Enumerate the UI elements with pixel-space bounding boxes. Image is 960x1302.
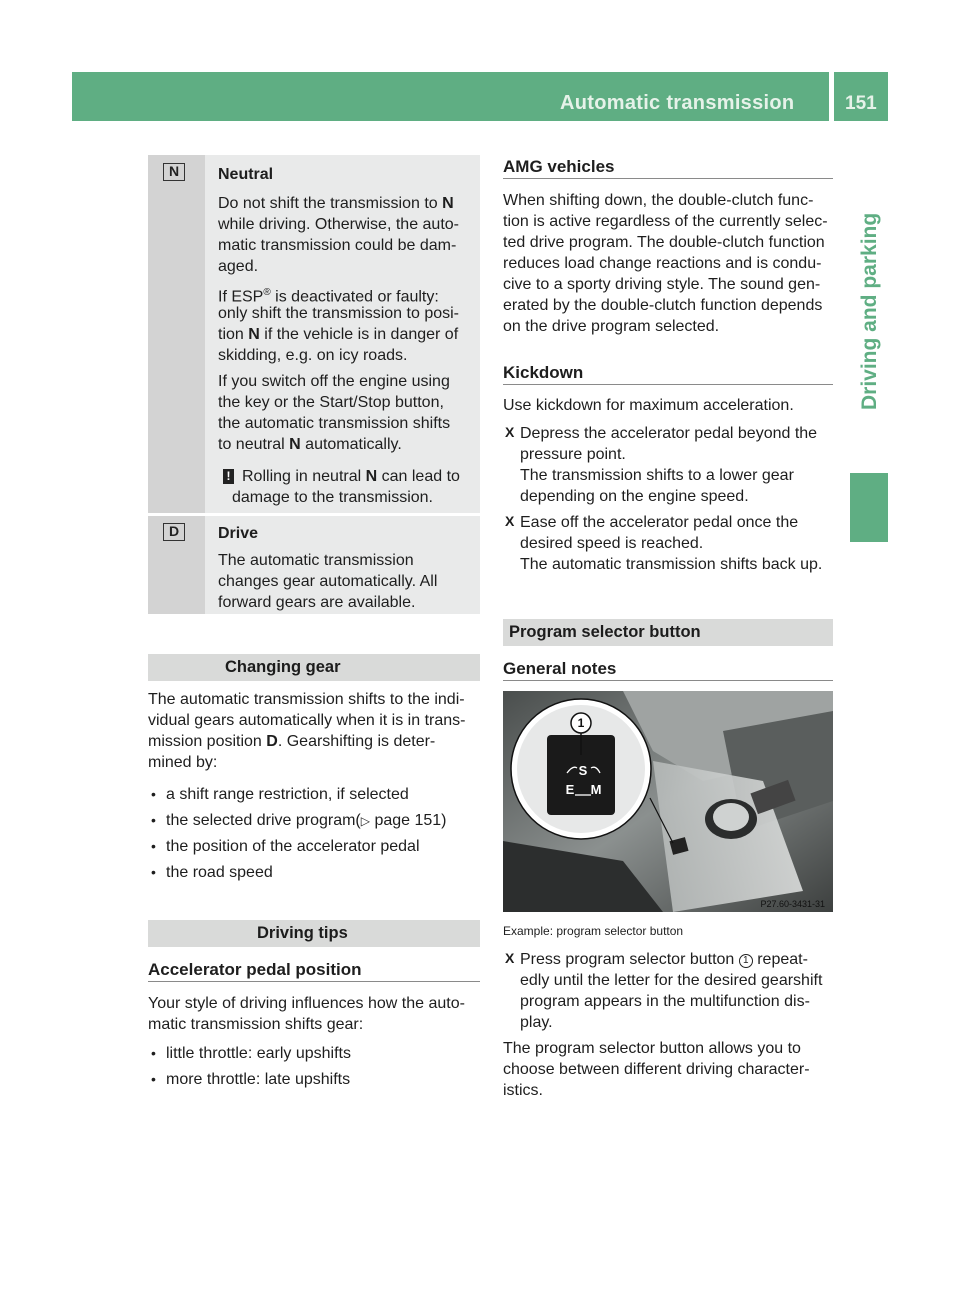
- list-item: the selected drive program(▷ page 151): [166, 812, 447, 829]
- image-code: P27.60-3431-31: [760, 899, 825, 909]
- button-label-m: M: [590, 782, 602, 797]
- step-text: play.: [520, 1014, 553, 1031]
- neutral-text: the automatic transmission shifts: [218, 415, 451, 432]
- program-selector-heading: Program selector button: [503, 619, 833, 646]
- step-text: Depress the accelerator pedal beyond the: [520, 425, 818, 442]
- body-text: on the drive program selected.: [503, 318, 720, 335]
- callout-1: 1: [577, 716, 585, 730]
- page-ref-arrow-icon: ▷: [360, 814, 370, 828]
- step-text: The automatic transmission shifts back up.: [520, 556, 823, 573]
- driving-tips-heading: Driving tips: [148, 920, 480, 947]
- warning-icon: !: [223, 469, 234, 484]
- body-text: The automatic transmission shifts to the indi-: [148, 691, 465, 708]
- list-item: the position of the accelerator pedal: [166, 838, 420, 855]
- body-text: erated by the double-clutch function depends: [503, 297, 823, 314]
- warning-text: damage to the transmission.: [232, 489, 433, 506]
- bullet: •: [151, 864, 156, 880]
- page-reference-link[interactable]: page 151): [370, 812, 447, 829]
- drive-text: The automatic transmission: [218, 552, 414, 569]
- body-text: Use kickdown for maximum acceleration.: [503, 397, 794, 414]
- neutral-text: skidding, e.g. on icy roads.: [218, 347, 408, 364]
- neutral-text: only shift the transmission to posi-: [218, 305, 459, 322]
- program-selector-photo: [503, 691, 833, 912]
- gear-d-icon: D: [163, 523, 185, 541]
- neutral-text: while driving. Otherwise, the auto-: [218, 216, 459, 233]
- neutral-text: matic transmission could be dam-: [218, 237, 457, 254]
- drive-title: Drive: [218, 525, 259, 542]
- neutral-text: Do not shift the transmission to N: [218, 195, 454, 212]
- body-text: matic transmission shifts gear:: [148, 1016, 364, 1033]
- body-text: When shifting down, the double-clutch func-: [503, 192, 814, 209]
- body-text: istics.: [503, 1082, 543, 1099]
- side-chapter-tab: [850, 473, 888, 542]
- step-text: Press program selector button 1 repeat-: [520, 951, 808, 968]
- body-text: choose between different driving character-: [503, 1061, 810, 1078]
- page-title: Automatic transmission: [560, 92, 795, 114]
- neutral-text: aged.: [218, 258, 259, 275]
- body-text: mined by:: [148, 754, 218, 771]
- divider: [148, 981, 480, 982]
- general-notes-subheading: General notes: [503, 659, 617, 678]
- body-text: reduces load change reactions and is condu-: [503, 255, 822, 272]
- neutral-text: tion N if the vehicle is in danger of: [218, 326, 459, 343]
- body-text: ted drive program. The double-clutch function: [503, 234, 825, 251]
- list-item: a shift range restriction, if selected: [166, 786, 409, 803]
- body-text: tion is active regardless of the currently selec-: [503, 213, 828, 230]
- body-text: vidual gears automatically when it is in trans-: [148, 712, 466, 729]
- step-text: program appears in the multifunction dis-: [520, 993, 810, 1010]
- divider: [503, 384, 833, 385]
- bullet: •: [151, 1071, 156, 1087]
- photo-caption: Example: program selector button: [503, 924, 684, 938]
- step-text: edly until the letter for the desired gearshift: [520, 972, 823, 989]
- callout-1-icon: 1: [739, 954, 753, 968]
- drive-text: forward gears are available.: [218, 594, 416, 611]
- body-text: mission position D. Gearshifting is deter-: [148, 733, 436, 750]
- body-text: cive to a sporty driving style. The sound gen-: [503, 276, 821, 293]
- accelerator-subheading: Accelerator pedal position: [148, 960, 362, 979]
- header-separator: [829, 72, 834, 121]
- divider: [503, 178, 833, 179]
- bullet: •: [151, 838, 156, 854]
- step-text: The transmission shifts to a lower gear: [520, 467, 794, 484]
- drive-text: changes gear automatically. All: [218, 573, 438, 590]
- gear-n-icon: N: [163, 163, 185, 181]
- bullet: •: [151, 1045, 156, 1061]
- step-text: desired speed is reached.: [520, 535, 704, 552]
- step-marker-icon: X: [505, 513, 515, 529]
- step-text: Ease off the accelerator pedal once the: [520, 514, 799, 531]
- kickdown-heading: Kickdown: [503, 363, 584, 382]
- step-text: depending on the engine speed.: [520, 488, 749, 505]
- amg-heading: AMG vehicles: [503, 157, 615, 176]
- neutral-text: If ESP® is deactivated or faulty:: [218, 287, 439, 306]
- bullet: •: [151, 786, 156, 802]
- divider: [503, 680, 833, 681]
- list-item: little throttle: early upshifts: [166, 1045, 351, 1062]
- button-label-s: S: [578, 763, 588, 778]
- warning-text: Rolling in neutral N can lead to: [242, 468, 460, 485]
- body-text: The program selector button allows you to: [503, 1040, 801, 1057]
- bullet: •: [151, 812, 156, 828]
- list-item: more throttle: late upshifts: [166, 1071, 351, 1088]
- changing-gear-heading: Changing gear: [148, 654, 480, 681]
- side-chapter-label: Driving and parking: [858, 212, 881, 410]
- button-label-e: E: [565, 782, 575, 797]
- neutral-text: If you switch off the engine using: [218, 373, 450, 390]
- step-text: pressure point.: [520, 446, 626, 463]
- neutral-title: Neutral: [218, 166, 274, 183]
- page-number: 151: [845, 93, 877, 114]
- list-item: the road speed: [166, 864, 273, 881]
- body-text: Your style of driving influences how the auto-: [148, 995, 465, 1012]
- neutral-text: the key or the Start/Stop button,: [218, 394, 444, 411]
- neutral-text: to neutral N automatically.: [218, 436, 402, 453]
- step-marker-icon: X: [505, 950, 515, 966]
- step-marker-icon: X: [505, 424, 515, 440]
